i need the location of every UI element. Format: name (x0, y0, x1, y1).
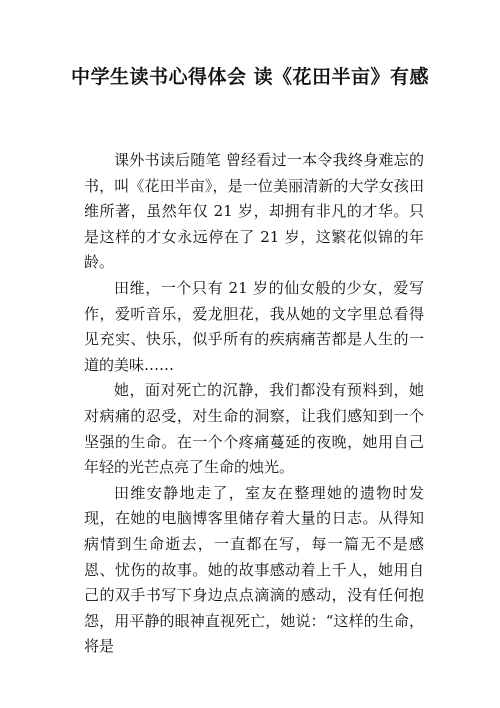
paragraph-1: 课外书读后随笔 曾经看过一本令我终身难忘的书，叫《花田半亩》，是一位美丽清新的大学女孩田维所著，虽然年仅 21 岁，却拥有非凡的才华。只是这样的才女永远停在了 21 岁，这繁花似锦的年龄。 (84, 151, 424, 272)
paragraph-2: 田维，一个只有 21 岁的仙女般的少女，爱写作，爱听音乐，爱龙胆花，我从她的文字里总看得见充实、快乐，似乎所有的疾病痛苦都是人生的一道的美味…… (84, 278, 424, 374)
document-body (84, 148, 424, 660)
paragraph-4: 田维安静地走了，室友在整理她的遗物时发现，在她的电脑博客里储存着大量的日志。从得知病情到生命逝去，一直都在写，每一篇无不是感恩、忧伤的故事。她的故事感动着上千人，她用自己的双手书写下身边点点滴滴的感动，没有任何抱怨，用平静的眼神直视死亡，她说：“这样的生命，将是 (84, 483, 424, 656)
document-title: 中学生读书心得体会 读《花田半亩》有感 (70, 66, 430, 88)
paragraph-3: 她，面对死亡的沉静，我们都没有预料到，她对病痛的忍受，对生命的洞察，让我们感知到一个坚强的生命。在一个个疼痛蔓延的夜晚，她用自己年轻的光芒点亮了生命的烛光。 (84, 381, 424, 477)
